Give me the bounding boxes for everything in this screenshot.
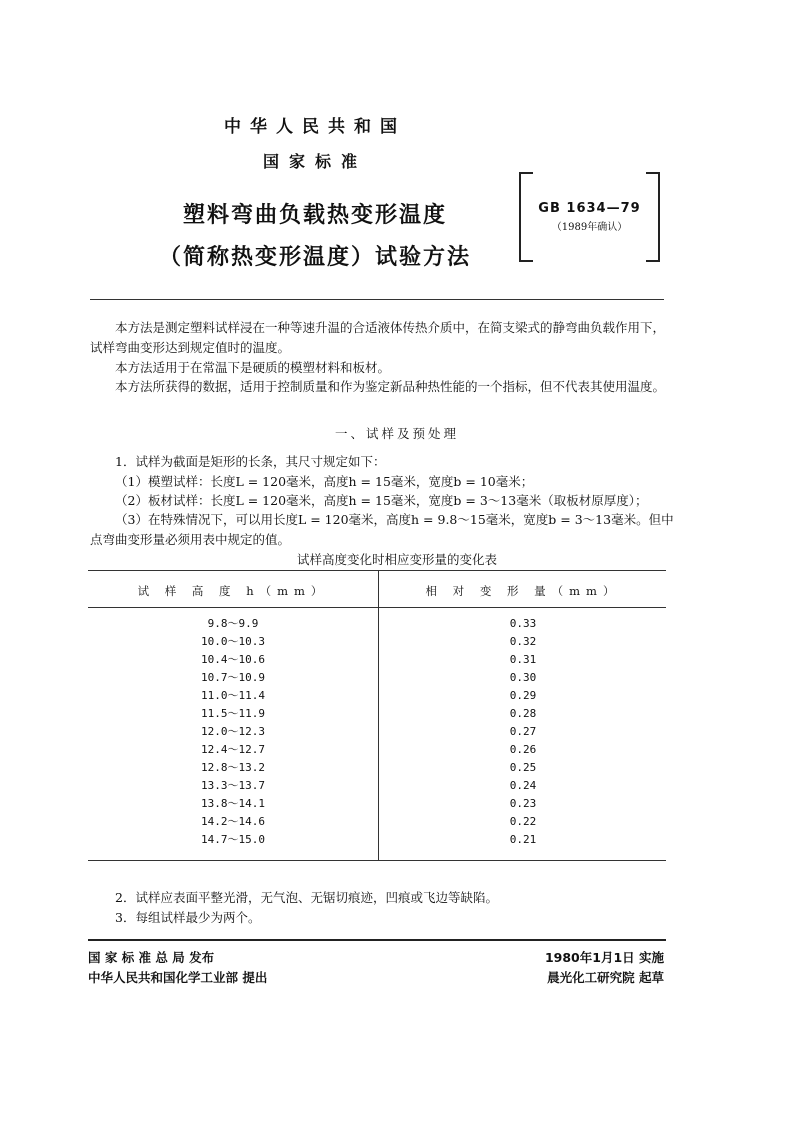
table-cell-deformation: 0.25 xyxy=(509,761,537,774)
footer-proposer: 中华人民共和国化学工业部 提出 xyxy=(88,970,268,985)
table-cell-deformation: 0.29 xyxy=(509,689,537,702)
table-cell-deformation: 0.30 xyxy=(509,671,537,684)
table-top-rule xyxy=(88,570,666,571)
table-cell-deformation: 0.26 xyxy=(509,743,537,756)
table-cell-height: 13.3～13.7 xyxy=(201,779,265,792)
table-cell-deformation: 0.28 xyxy=(509,707,537,720)
footer-drafter: 晨光化工研究院 起草 xyxy=(547,970,664,985)
table-cell-deformation: 0.27 xyxy=(509,725,537,738)
intro-paragraph-3: 本方法所获得的数据，适用于控制质量和作为鉴定新品种热性能的一个指标，但不代表其使用温度。 xyxy=(115,379,666,394)
title-line-2: （简称热变形温度）试验方法 xyxy=(158,245,471,270)
footer-issuer: 国 家 标 准 总 局 发布 xyxy=(88,950,215,965)
table-cell-height: 13.8～14.1 xyxy=(201,797,265,810)
country-name: 中华人民共和国 xyxy=(224,117,406,137)
section-heading: 一、试样及预处理 xyxy=(334,426,459,441)
standard-label: 国家标准 xyxy=(262,152,367,171)
height-column xyxy=(88,615,378,849)
table-cell-deformation: 0.32 xyxy=(509,635,537,648)
item-3: 3．每组试样最少为两个。 xyxy=(115,910,261,925)
table-cell-height: 12.8～13.2 xyxy=(201,761,265,774)
table-header-deformation: 相 对 变 形 量（mm） xyxy=(425,584,621,598)
table-header-rule xyxy=(88,607,666,608)
table-cell-height: 14.7～15.0 xyxy=(201,833,265,846)
standard-code: GB 1634—79 xyxy=(538,201,641,216)
intro-paragraph-2: 本方法适用于在常温下是硬质的模塑材料和板材。 xyxy=(115,360,391,375)
table-cell-deformation: 0.23 xyxy=(509,797,537,810)
footer-divider xyxy=(88,939,666,941)
table-cell-height: 14.2～14.6 xyxy=(201,815,265,828)
table-cell-deformation: 0.31 xyxy=(509,653,537,666)
sub-item-1: （1）模塑试样：长度L = 120毫米，高度h = 15毫米，宽度b = 10毫米； xyxy=(115,474,534,489)
deformation-column xyxy=(380,615,666,849)
table-header-height: 试 样 高 度 h（mm） xyxy=(137,584,329,598)
title-line-1: 塑料弯曲负载热变形温度 xyxy=(182,203,447,228)
intro-paragraph-1: 本方法是测定塑料试样浸在一种等速升温的合适液体传热介质中，在简支梁式的静弯曲负载作用下，试样弯曲变形达到规定值时的温度。 xyxy=(90,320,666,355)
table-cell-height: 12.4～12.7 xyxy=(201,743,265,756)
sub-item-2: （2）板材试样：长度L = 120毫米，高度h = 15毫米，宽度b = 3～13毫米（取板材原厚度）； xyxy=(115,493,648,508)
sub-item-3: （3）在特殊情况下，可以用长度L = 120毫米，高度h = 9.8～15毫米，宽度b = 3～13毫米。但中点弯曲变形量必须用表中规定的值。 xyxy=(90,512,674,547)
table-cell-height: 11.0～11.4 xyxy=(201,689,265,702)
table-cell-deformation: 0.33 xyxy=(509,617,537,630)
table-cell-height: 12.0～12.3 xyxy=(201,725,265,738)
reaffirm-note: （1989年确认） xyxy=(551,222,628,233)
item-1: 1．试样为截面是矩形的长条，其尺寸规定如下： xyxy=(115,454,386,469)
table-cell-height: 10.7～10.9 xyxy=(201,671,265,684)
footer-effective-date: 1980年1月1日 实施 xyxy=(544,950,664,965)
header-divider xyxy=(90,299,664,300)
table-caption: 试样高度变化时相应变形量的变化表 xyxy=(296,552,497,567)
table-cell-height: 9.8～9.9 xyxy=(207,617,259,630)
table-cell-deformation: 0.21 xyxy=(509,833,537,846)
table-cell-height: 11.5～11.9 xyxy=(201,707,265,720)
table-cell-deformation: 0.22 xyxy=(509,815,537,828)
table-bottom-rule xyxy=(88,860,666,861)
item-2: 2．试样应表面平整光滑，无气泡、无锯切痕迹，凹痕或飞边等缺陷。 xyxy=(115,890,498,905)
table-cell-height: 10.0～10.3 xyxy=(201,635,265,648)
table-cell-height: 10.4～10.6 xyxy=(201,653,265,666)
standard-code-box xyxy=(519,172,660,262)
table-column-divider xyxy=(378,570,379,860)
table-cell-deformation: 0.24 xyxy=(509,779,537,792)
